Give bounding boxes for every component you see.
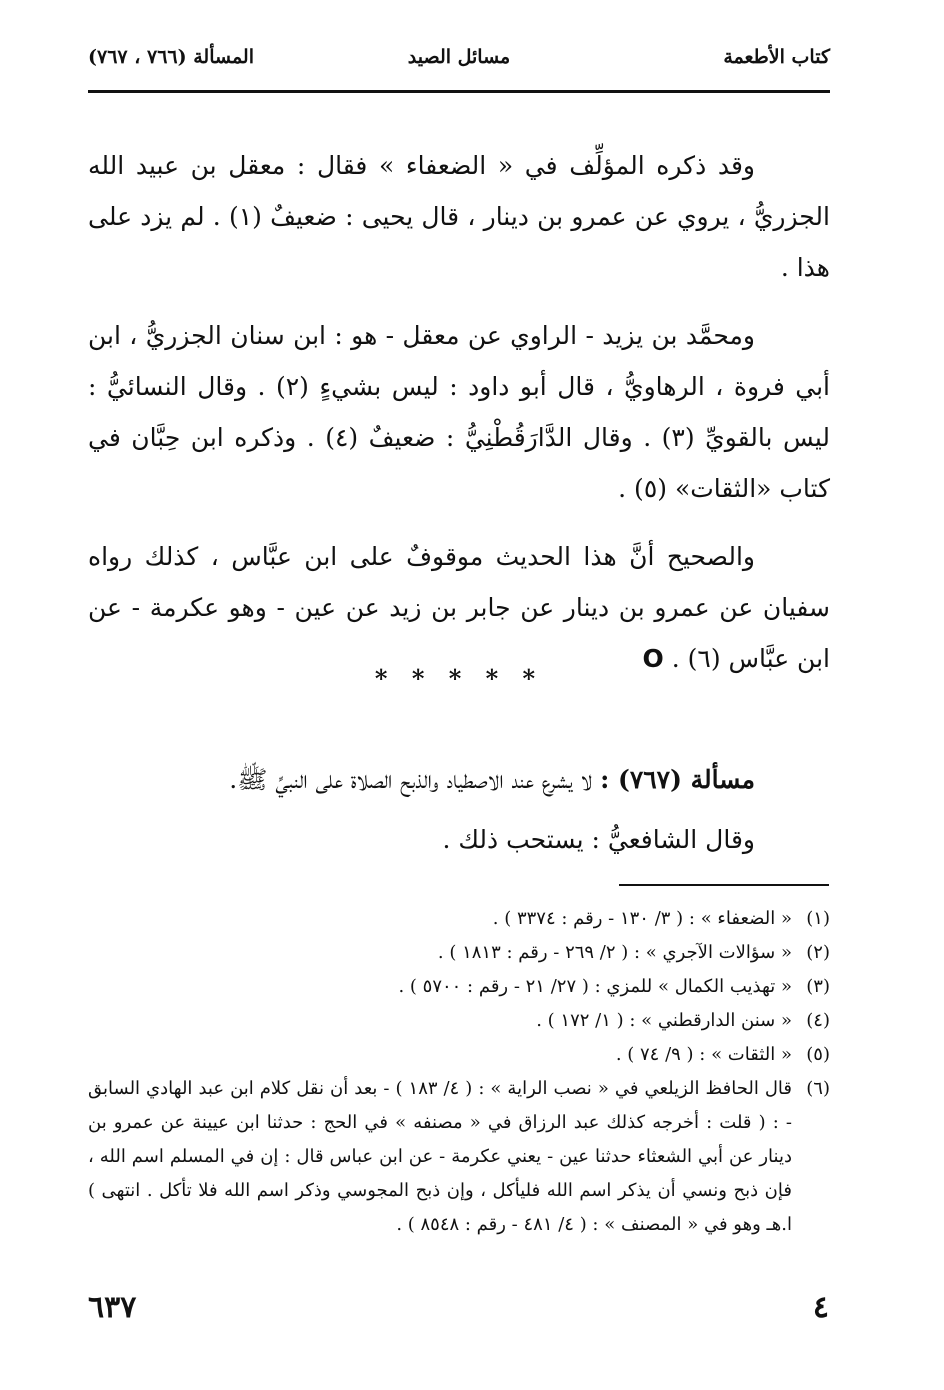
running-header: [88, 46, 830, 80]
footnote-rule: [619, 884, 829, 886]
footnote-text: قال الحافظ الزيلعي في « نصب الراية » : ( ٤/ ١٨٣ ) - بعد أن نقل كلام ابن عبد الهادي السابق - : ( قلت : أخرجه كذلك عبد الرزاق في « مصنفه » في الحج : حدثنا ابن عيينة عن عمرو بن دينار عن أبي الشعثاء حدثنا عين - يعني عكرمة - عن ابن عباس قال : إن في المسلم اسم الله ، فإن ذبح ونسي أن يذكر اسم الله فليأكل ، وإن ذبح المجوسي وذكر اسم الله فلا تأكل . انتهى ) ا.هـ وهو في « المصنف » : ( ٤/ ٤٨١ - رقم : ٨٥٤٨ ) .: [88, 1078, 793, 1235]
footnote-number: (٥): [806, 1044, 830, 1065]
footnote-text: « سؤالات الآجري » : ( ٢/ ٢٦٩ - رقم : ١٨١٣ ) .: [437, 942, 792, 963]
footnote-1: [88, 902, 830, 936]
footnote-text: « الضعفاء » : ( ٣/ ١٣٠ - رقم : ٣٣٧٤ ) .: [492, 908, 792, 929]
footnote-number: (١): [806, 908, 830, 929]
shafii-opinion: وقال الشافعيُّ : يستحب ذلك .: [442, 825, 755, 854]
footnote-text: « سنن الدارقطني » : ( ١/ ١٧٢ ) .: [536, 1010, 792, 1031]
paragraph-2: ومحمَّد بن يزيد - الراوي عن معقل - هو : ابن سنان الجزريُّ ، ابن أبي فروة ، الرهاويُّ ، قال أبو داود : ليس بشيءٍ (٢) . وقال النسائيُّ : ليس بالقويِّ (٣) . وقال الدَّارَقُطْنِيُّ : ضعيفٌ (٤) . وذكره ابن حِبَّان في كتاب «الثقات» (٥) .: [88, 321, 830, 503]
issue-statement: [88, 750, 830, 810]
issue-range: المسألة (٧٦٦ ، ٧٦٧): [88, 46, 254, 68]
footnote-number: (٢): [806, 942, 830, 963]
header-rule: [88, 90, 830, 93]
footnote-6: [88, 1072, 830, 1242]
footnote-number: (٦): [806, 1078, 830, 1099]
volume-number: ٤: [812, 1290, 829, 1325]
book-title: كتاب الأطعمة: [723, 46, 830, 68]
main-text: [88, 140, 830, 701]
section-separator: * * * * *: [374, 664, 544, 693]
paragraph-1: وقد ذكره المؤلِّف في « الضعفاء » فقال : معقل بن عبيد الله الجزريُّ ، يروي عن عمرو بن دينار ، قال يحيى : ضعيفٌ (١) . لم يزد على هذا .: [88, 151, 830, 282]
footnote-number: (٣): [806, 976, 830, 997]
footnote-5: [88, 1038, 830, 1072]
page-number: ٦٣٧: [88, 1290, 137, 1325]
footnote-3: [88, 970, 830, 1004]
paragraph-3-text: والصحيح أنَّ هذا الحديث موقوفٌ على ابن عبَّاس ، كذلك رواه سفيان عن عمرو بن دينار عن جابر بن زيد عن عين - وهو عكرمة - عن ابن عبَّاس (٦) .: [88, 542, 830, 673]
issue-label: مسألة (٧٦٧) :: [600, 765, 755, 794]
footnote-text: « الثقات » : ( ٩/ ٧٤ ) .: [615, 1044, 792, 1065]
footnote-text: « تهذيب الكمال » للمزي : ( ٢٧/ ٢١ - رقم : ٥٧٠٠ ) .: [398, 976, 792, 997]
paragraph-3: [88, 531, 830, 684]
footnote-2: [88, 936, 830, 970]
end-of-issue-mark: O: [642, 644, 664, 673]
issue-text: لا يشرع عند الاصطياد والذبح الصلاة على النبيِّ ﷺ.: [229, 765, 593, 794]
footnote-number: (٤): [806, 1010, 830, 1031]
footnotes: [88, 902, 830, 1242]
chapter-title: مسائل الصيد: [407, 46, 511, 68]
footnote-4: [88, 1004, 830, 1038]
issue-767: [88, 750, 830, 870]
